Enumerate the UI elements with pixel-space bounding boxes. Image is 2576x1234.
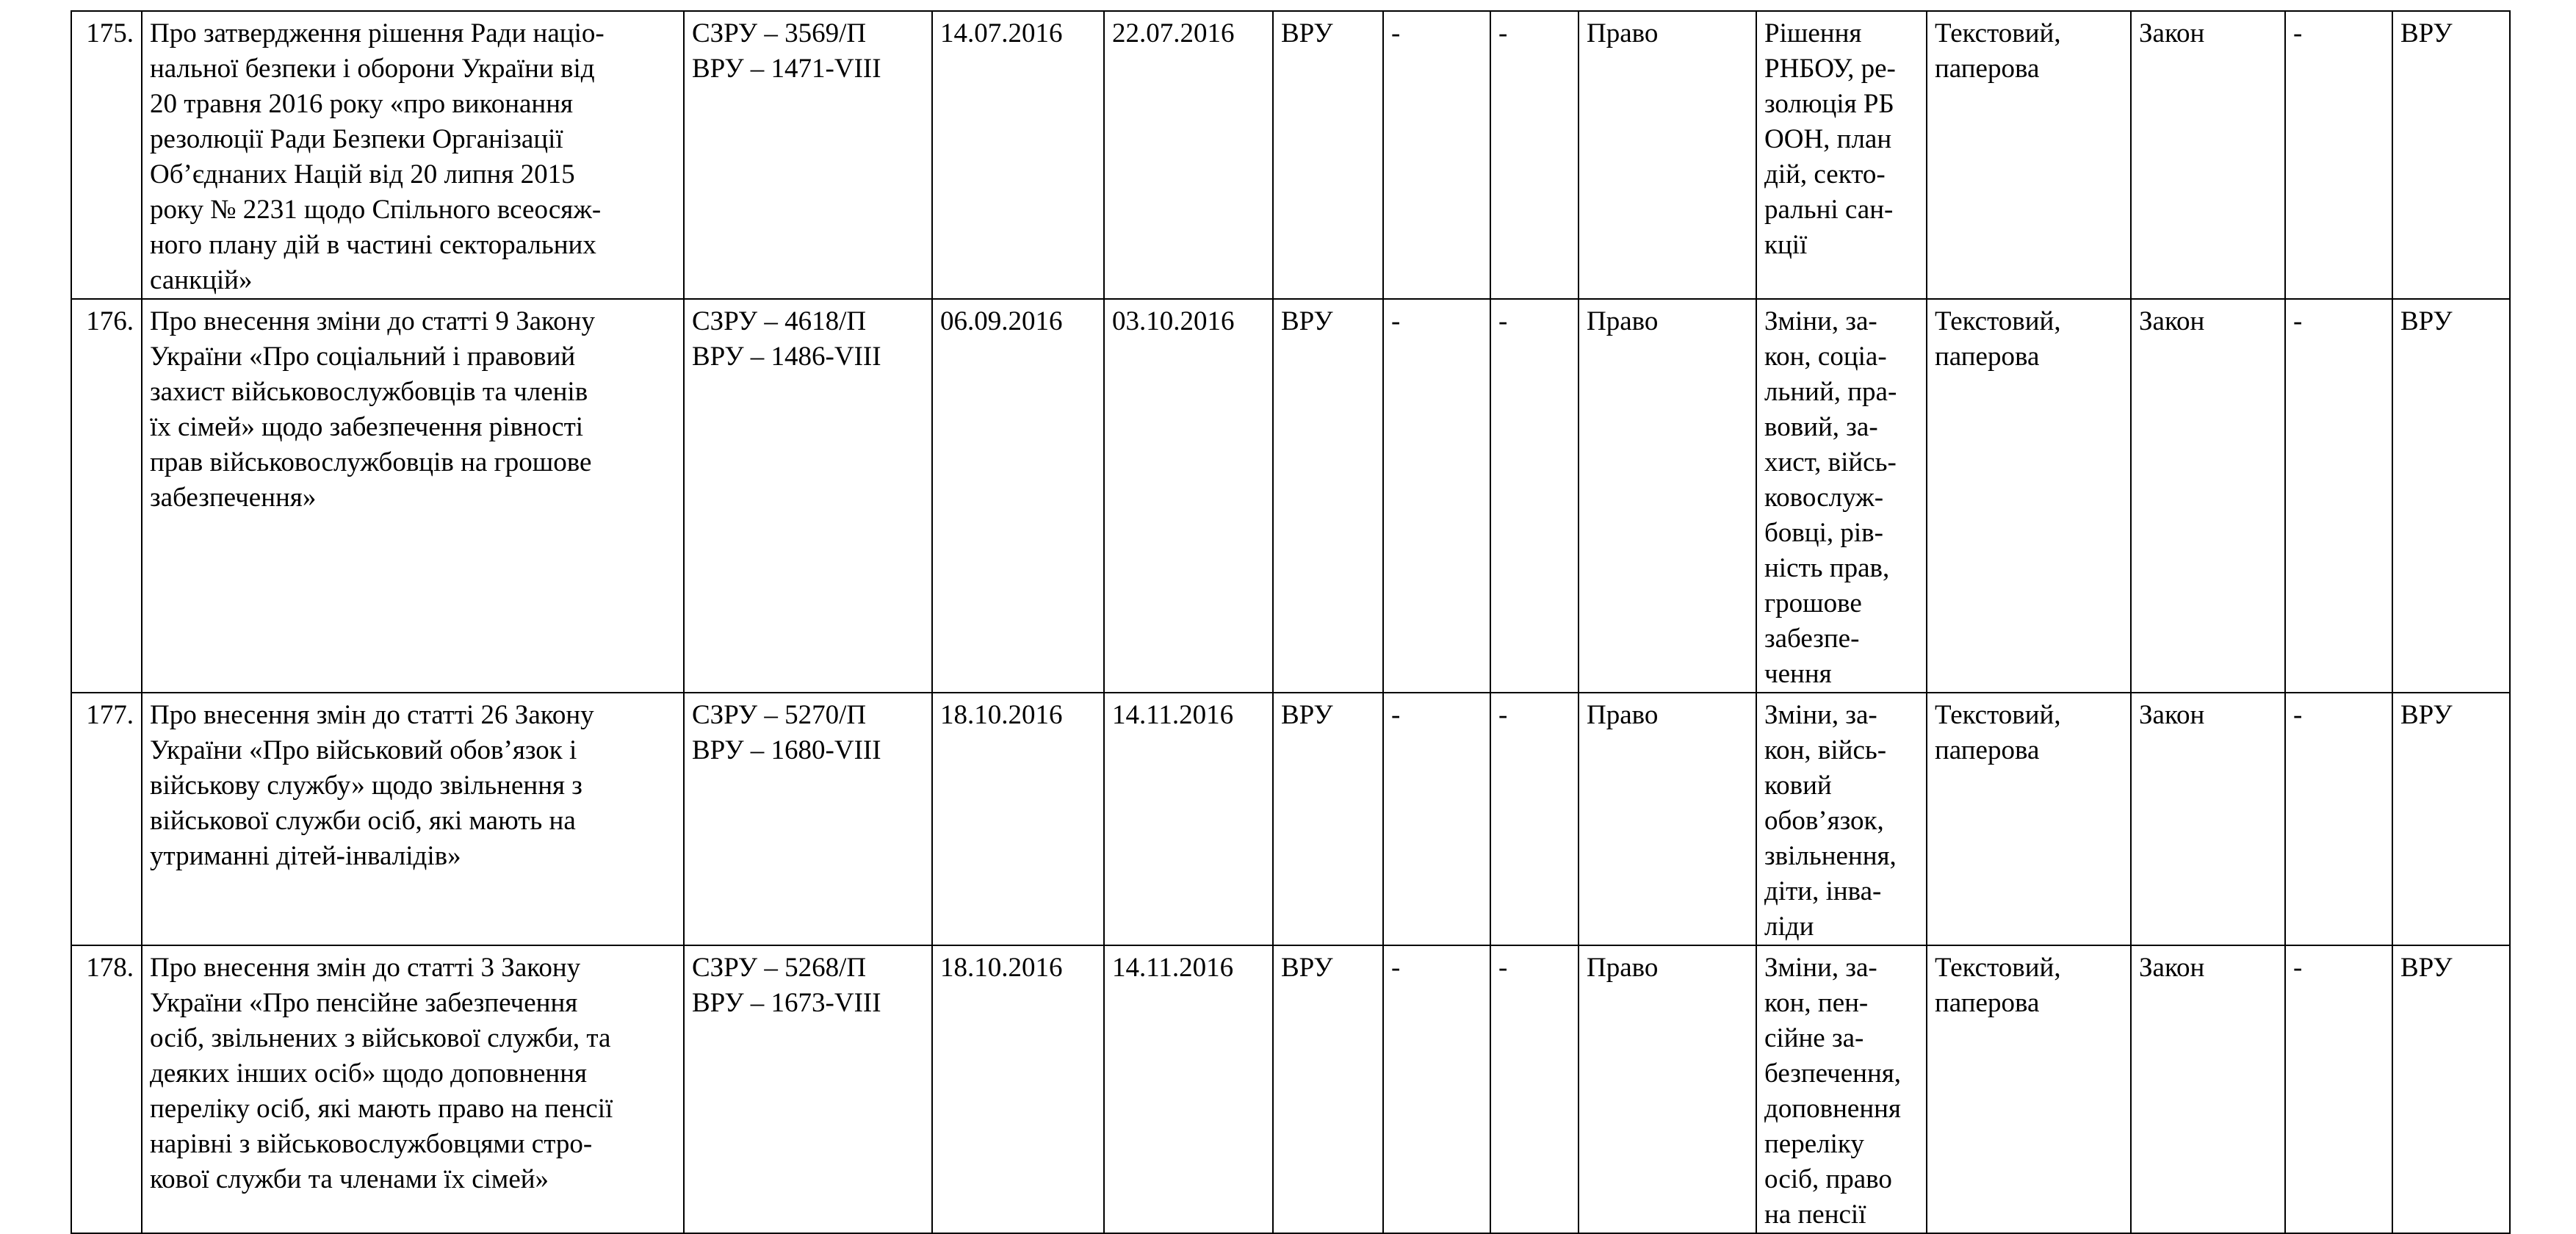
document-form: Текстовий, паперова <box>1927 945 2131 1233</box>
document-form: Текстовий, паперова <box>1927 299 2131 693</box>
column-13-value: - <box>2285 693 2392 945</box>
row-number: 178. <box>71 945 142 1233</box>
column-8-value: - <box>1490 945 1579 1233</box>
column-7-value: - <box>1383 693 1490 945</box>
issuer: ВРУ <box>1273 11 1383 299</box>
column-7-value: - <box>1383 945 1490 1233</box>
document-type: Закон <box>2131 299 2285 693</box>
column-13-value: - <box>2285 945 2392 1233</box>
date-published: 03.10.2016 <box>1104 299 1273 693</box>
table-row <box>71 299 2510 693</box>
column-8-value: - <box>1490 693 1579 945</box>
registration-number: СЗРУ – 5268/П ВРУ – 1673-VIII <box>684 945 932 1233</box>
registration-number: СЗРУ – 4618/П ВРУ – 1486-VIII <box>684 299 932 693</box>
category: Право <box>1579 945 1756 1233</box>
keywords: Зміни, за- кон, війсь- ковий обов’язок, звільнення, діти, інва- ліди <box>1756 693 1927 945</box>
table-row <box>71 693 2510 945</box>
column-13-value: - <box>2285 11 2392 299</box>
date-published: 14.11.2016 <box>1104 945 1273 1233</box>
column-7-value: - <box>1383 11 1490 299</box>
row-number: 176. <box>71 299 142 693</box>
keywords: Зміни, за- кон, соціа- льний, пра- вовий, за- хист, війсь- ковослуж- бовці, рів- ність прав, грошове забезпе- чення <box>1756 299 1927 693</box>
holder: ВРУ <box>2392 11 2510 299</box>
document-title: Про затвердження рішення Ради націо- нальної безпеки і оборони України від 20 травня 2016 року «про виконання резолюції Ради Безпеки Організації Об’єднаних Націй від 20 липня 2015 року № 2231 щодо Спільного всеосяж- ного плану дій в частині секторальних санкцій» <box>142 11 684 299</box>
holder: ВРУ <box>2392 693 2510 945</box>
column-13-value: - <box>2285 299 2392 693</box>
category: Право <box>1579 693 1756 945</box>
registration-number: СЗРУ – 5270/П ВРУ – 1680-VIII <box>684 693 932 945</box>
date-published: 14.11.2016 <box>1104 693 1273 945</box>
document-type: Закон <box>2131 945 2285 1233</box>
issuer: ВРУ <box>1273 299 1383 693</box>
holder: ВРУ <box>2392 299 2510 693</box>
date-adopted: 14.07.2016 <box>932 11 1104 299</box>
keywords: Рішення РНБОУ, ре- золюція РБ ООН, план дій, секто- ральні сан- кції <box>1756 11 1927 299</box>
date-published: 22.07.2016 <box>1104 11 1273 299</box>
date-adopted: 18.10.2016 <box>932 693 1104 945</box>
document-type: Закон <box>2131 11 2285 299</box>
column-8-value: - <box>1490 11 1579 299</box>
issuer: ВРУ <box>1273 945 1383 1233</box>
column-7-value: - <box>1383 299 1490 693</box>
column-8-value: - <box>1490 299 1579 693</box>
document-title: Про внесення зміни до статті 9 Закону України «Про соціальний і правовий захист військовослужбовців та членів їх сімей» щодо забезпечення рівності прав військовослужбовців на грошове забезпечення» <box>142 299 684 693</box>
date-adopted: 06.09.2016 <box>932 299 1104 693</box>
document-title: Про внесення змін до статті 26 Закону України «Про військовий обов’язок і військову службу» щодо звільнення з військової служби осіб, які мають на утриманні дітей-інвалідів» <box>142 693 684 945</box>
document-form: Текстовий, паперова <box>1927 11 2131 299</box>
document-form: Текстовий, паперова <box>1927 693 2131 945</box>
row-number: 177. <box>71 693 142 945</box>
keywords: Зміни, за- кон, пен- сійне за- безпечення, доповнення переліку осіб, право на пенсії <box>1756 945 1927 1233</box>
issuer: ВРУ <box>1273 693 1383 945</box>
document-type: Закон <box>2131 693 2285 945</box>
table-row <box>71 945 2510 1233</box>
row-number: 175. <box>71 11 142 299</box>
holder: ВРУ <box>2392 945 2510 1233</box>
document-page <box>71 10 2509 1234</box>
table-row <box>71 11 2510 299</box>
date-adopted: 18.10.2016 <box>932 945 1104 1233</box>
category: Право <box>1579 11 1756 299</box>
category: Право <box>1579 299 1756 693</box>
document-title: Про внесення змін до статті 3 Закону України «Про пенсійне забезпечення осіб, звільнених з військової служби, та деяких інших осіб» щодо доповнення переліку осіб, які мають право на пенсії нарівні з військовослужбовцями стро- кової служби та членами їх сімей» <box>142 945 684 1233</box>
registration-number: СЗРУ – 3569/П ВРУ – 1471-VIII <box>684 11 932 299</box>
registry-table <box>71 10 2511 1234</box>
